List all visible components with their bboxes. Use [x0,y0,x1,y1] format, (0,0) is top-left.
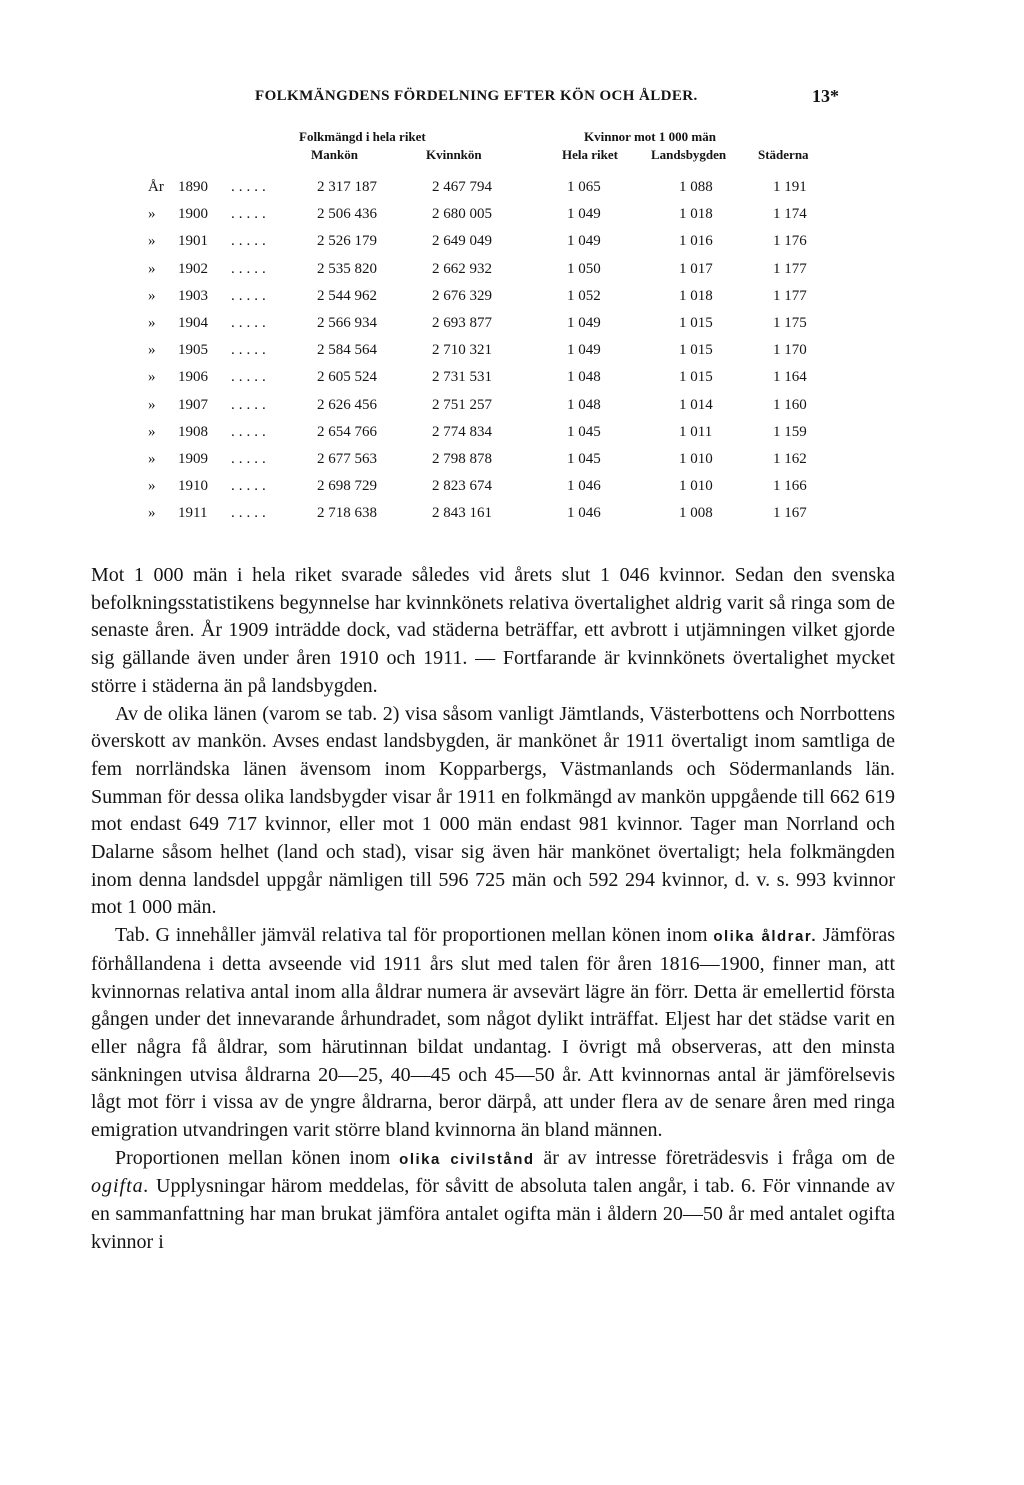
row-ratio-rural: 1 015 [679,315,713,331]
row-women: 2 843 161 [432,505,492,522]
row-year: 1902 [178,260,208,277]
row-ratio-rural: 1 015 [679,342,713,359]
row-men: 2 626 456 [317,396,377,413]
row-leader-dots: ..... [231,206,270,223]
row-ratio-rural: 1 018 [679,206,713,223]
row-ratio-total: 1 046 [567,505,601,522]
table-row [148,342,848,369]
table-col-header-rural: Landsbygden [651,147,727,162]
paragraph-text: Upplysningar härom meddelas, för såvitt de absoluta talen angår, i tab. 6. För vinnande av en sammanfattning har man brukat jämföra antalet ogifta män i åldern 20—50 år med antalet ogifta kvinnor i [91,1175,896,1253]
row-ratio-rural: 1 010 [679,451,713,467]
row-leader-dots: ..... [231,260,270,277]
row-prefix: » [148,505,156,522]
row-ratio-urban: 1 177 [773,287,807,304]
paragraph-text: Proportionen mellan könen inom [115,1146,391,1169]
row-men: 2 506 436 [317,206,377,223]
row-ratio-rural: 1 088 [679,179,713,195]
running-title: FOLKMÄNGDENS FÖRDELNING EFTER KÖN OCH ÅLDER. [255,88,698,104]
row-leader-dots: ..... [231,287,270,304]
row-women: 2 774 834 [432,423,492,440]
row-prefix: » [148,369,156,386]
table-group-header-population: Folkmängd i hela riket [299,129,426,144]
row-prefix: » [148,423,156,440]
table-row [148,206,848,233]
row-men: 2 654 766 [317,423,377,440]
paragraph-text: Tab. G innehåller jämväl relativa tal för proportionen mellan könen inom [115,924,708,947]
row-prefix: » [148,478,156,495]
row-ratio-total: 1 065 [567,179,601,195]
row-ratio-rural: 1 011 [679,423,713,440]
row-men: 2 605 524 [317,369,377,386]
row-ratio-total: 1 049 [567,206,601,223]
row-men: 2 718 638 [317,505,377,522]
row-women: 2 662 932 [432,260,492,277]
paragraph-text: Jämföras förhållandena i detta avseende vid 1911 års slut med talen för åren 1816—1900, finner man, att kvinnornas relativa antal inom alla åldrar numera är avsevärt lägre än förr. Detta är emellertid första gången under det innevarande århundradet, som något dylikt inträffat. Eljest har det städse varit en eller några få åldrar, som härutinnan bildat undantag. I övrigt må observeras, att den minsta sänkningen utvisa åldrarna 20—25, 40—45 och 45—50 år. Att kvinnornas antal är jämförelsevis lågt mot förr i vissa av de yngre åldrarna, beror därpå, att under flera av de senare åren med ringa emigration utvandringen varit större bland kvinnorna än bland männen. [91,924,896,1142]
row-women: 2 680 005 [432,206,492,223]
row-ratio-rural: 1 010 [679,478,713,495]
row-women: 2 676 329 [432,287,492,304]
row-ratio-urban: 1 191 [773,179,807,195]
row-prefix: » [148,287,156,304]
row-men: 2 526 179 [317,233,377,250]
row-ratio-urban: 1 164 [773,369,807,386]
row-women: 2 649 049 [432,233,492,250]
row-ratio-urban: 1 160 [773,396,807,413]
row-leader-dots: ..... [231,369,270,386]
row-ratio-total: 1 052 [567,287,601,304]
row-year: 1903 [178,287,208,304]
table-row [148,478,848,505]
paragraph-text: är av intresse företrädesvis i fråga om de [543,1146,895,1169]
row-ratio-rural: 1 018 [679,287,713,304]
row-leader-dots: ..... [231,423,270,440]
row-leader-dots: ..... [231,505,270,522]
row-year: 1905 [178,342,208,359]
row-year: 1909 [178,451,208,467]
row-men: 2 544 962 [317,287,377,304]
table-row [148,315,848,342]
row-leader-dots: ..... [231,315,270,331]
row-ratio-urban: 1 174 [773,206,807,223]
table-group-header-ratio: Kvinnor mot 1 000 män [584,129,716,144]
row-ratio-rural: 1 016 [679,233,713,250]
row-ratio-urban: 1 159 [773,423,807,440]
row-women: 2 823 674 [432,478,492,495]
table-col-header-urban: Städerna [758,147,809,162]
row-leader-dots: ..... [231,179,270,195]
page-number: 13* [812,86,839,106]
row-year: 1908 [178,423,208,440]
row-ratio-total: 1 048 [567,396,601,413]
row-year: 1890 [178,179,208,195]
row-year: 1901 [178,233,208,250]
emphasis-text: olika åldrar. [713,928,818,946]
row-men: 2 566 934 [317,315,377,331]
row-prefix: » [148,233,156,250]
row-ratio-rural: 1 014 [679,396,713,413]
row-year: 1900 [178,206,208,223]
row-women: 2 798 878 [432,451,492,467]
row-year: 1904 [178,315,208,331]
table-row [148,261,848,288]
row-ratio-urban: 1 177 [773,260,807,277]
row-ratio-total: 1 049 [567,233,601,250]
row-ratio-urban: 1 167 [773,505,807,522]
row-men: 2 677 563 [317,451,377,467]
row-ratio-urban: 1 162 [773,451,807,467]
table-row [148,397,848,424]
row-prefix: » [148,206,156,223]
row-leader-dots: ..... [231,478,270,495]
table-col-header-men: Mankön [311,147,358,162]
row-ratio-urban: 1 176 [773,233,807,250]
row-ratio-rural: 1 008 [679,505,713,522]
row-men: 2 535 820 [317,260,377,277]
row-ratio-total: 1 045 [567,451,601,467]
row-ratio-total: 1 049 [567,342,601,359]
row-women: 2 467 794 [432,179,492,195]
table-row [148,233,848,260]
table-row [148,451,848,478]
italic-text: ogifta. [91,1175,150,1198]
row-men: 2 317 187 [317,179,377,195]
row-men: 2 584 564 [317,342,377,359]
table-col-header-total: Hela riket [562,147,618,162]
row-prefix: » [148,451,156,467]
paragraph [91,1145,895,1257]
row-ratio-total: 1 050 [567,260,601,277]
paragraph: Av de olika länen (varom se tab. 2) visa såsom vanligt Jämtlands, Västerbottens och Norrbottens överskott av mankön. Avses endast landsbygden, är mankönet år 1911 övertaligt inom samtliga de fem norrländska länen ävensom inom Kopparbergs, Västmanlands och Södermanlands län. Summan för dessa olika landsbygder visar år 1911 en folkmängd av mankön uppgående till 662 619 mot endast 649 717 kvinnor, eller mot 1 000 män endast 981 kvinnor. Tager man Norrland och Dalarne såsom helhet (land och stad), visar sig även här mankönet övertaligt; hela folkmängden inom denna landsdel uppgår nämligen till 596 725 män och 592 294 kvinnor, d. v. s. 993 kvinnor mot 1 000 män. [91,702,895,919]
table-col-header-women: Kvinnkön [426,147,482,162]
row-prefix: » [148,260,156,277]
row-ratio-rural: 1 015 [679,369,713,386]
row-men: 2 698 729 [317,478,377,495]
row-year: 1907 [178,396,208,413]
row-prefix: » [148,396,156,413]
paragraph: Mot 1 000 män i hela riket svarade således vid årets slut 1 046 kvinnor. Sedan den svenska befolkningsstatistikens begynnelse har kvinnkönets relativa övertalighet aldrig varit så ringa som de senaste åren. År 1909 inträdde dock, vad städerna beträffar, ett avbrott i utjämningen vilket gjorde sig gällande även under åren 1910 och 1911. — Fortfarande är kvinnkönets övertalighet mycket större i städerna än på landsbygden. [91,564,895,697]
row-ratio-total: 1 049 [567,315,601,331]
row-women: 2 710 321 [432,342,492,359]
row-prefix: » [148,315,156,331]
row-ratio-urban: 1 175 [773,315,807,331]
row-women: 2 751 257 [432,396,492,413]
row-year: 1910 [178,478,208,495]
row-ratio-urban: 1 170 [773,342,807,359]
table-row [148,424,848,451]
row-year: 1911 [178,505,208,522]
paragraph [91,922,895,1145]
row-ratio-total: 1 045 [567,423,601,440]
table-row [148,288,848,315]
row-ratio-rural: 1 017 [679,260,713,277]
body-text [91,562,895,1257]
row-ratio-total: 1 048 [567,369,601,386]
table-row [148,505,848,532]
row-women: 2 693 877 [432,315,492,331]
row-prefix: » [148,342,156,359]
table-row [148,369,848,396]
row-leader-dots: ..... [231,451,270,467]
row-leader-dots: ..... [231,233,270,250]
row-women: 2 731 531 [432,369,492,386]
row-ratio-urban: 1 166 [773,478,807,495]
row-ratio-total: 1 046 [567,478,601,495]
emphasis-text: olika civilstånd [399,1150,535,1168]
row-leader-dots: ..... [231,342,270,359]
row-leader-dots: ..... [231,396,270,413]
row-prefix: År [148,179,164,195]
table-row [148,179,848,206]
row-year: 1906 [178,369,208,386]
